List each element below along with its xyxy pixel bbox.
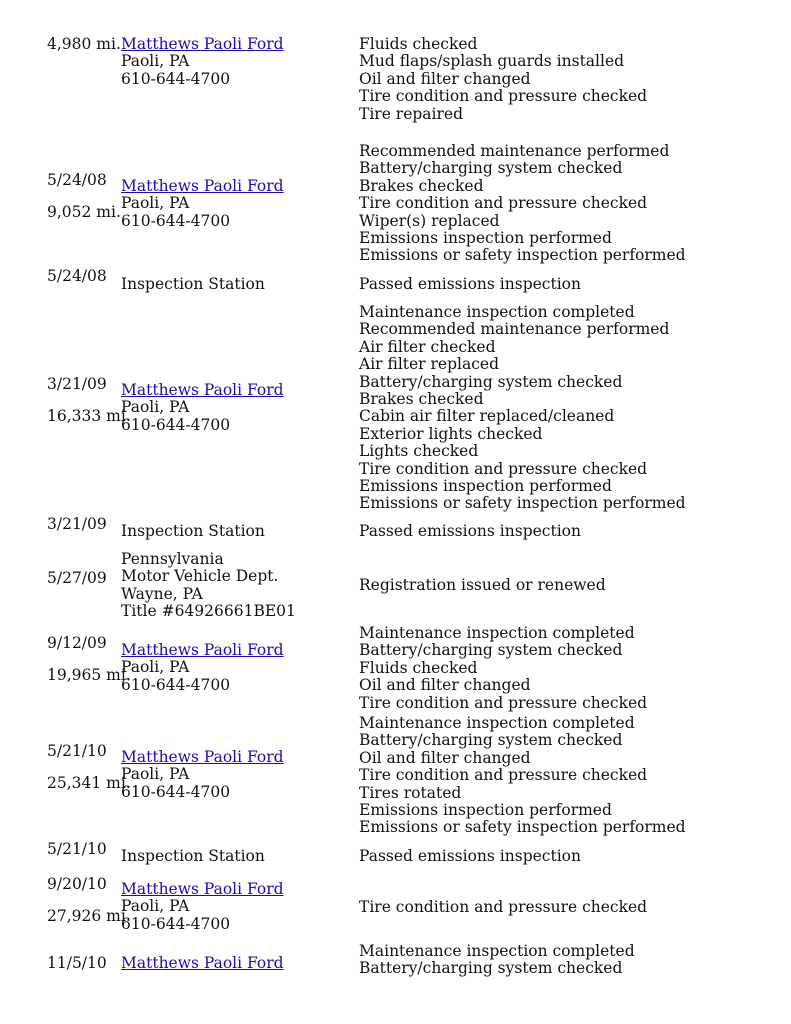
detail-item: Emissions or safety inspection performed — [359, 494, 686, 513]
dealer-link[interactable]: Matthews Paoli Ford — [121, 35, 284, 53]
detail-item: Tire condition and pressure checked — [359, 898, 648, 916]
detail-item: Battery/charging system checked — [359, 372, 623, 391]
record-mileage: 19,965 mi. — [47, 666, 131, 684]
detail-item: Recommended maintenance performed — [359, 320, 670, 339]
record-date: 3/21/09 — [47, 515, 107, 533]
service-source — [121, 382, 284, 434]
detail-item: Battery/charging system checked — [359, 959, 623, 978]
source-name: Pennsylvania — [121, 550, 224, 568]
detail-item: Wiper(s) replaced — [359, 211, 500, 230]
service-source — [121, 749, 284, 801]
record-mileage: 25,341 mi. — [47, 774, 131, 792]
source-phone: 610-644-4700 — [121, 415, 231, 434]
detail-item: Emissions inspection performed — [359, 477, 612, 496]
detail-item: Emissions inspection performed — [359, 229, 612, 248]
source-phone: 610-644-4700 — [121, 211, 231, 230]
source-location: Paoli, PA — [121, 398, 190, 417]
source-location: Paoli, PA — [121, 765, 190, 784]
record-date: 5/24/08 — [47, 171, 107, 189]
source-location: Paoli, PA — [121, 658, 190, 677]
record-mileage: 27,926 mi. — [47, 907, 131, 925]
detail-item: Fluids checked — [359, 658, 478, 677]
detail-item: Tire condition and pressure checked — [359, 766, 648, 785]
detail-item: Lights checked — [359, 442, 479, 461]
detail-item: Battery/charging system checked — [359, 159, 623, 178]
service-source — [121, 178, 284, 230]
service-details — [359, 36, 647, 123]
source-name: Inspection Station — [121, 847, 265, 865]
detail-item: Passed emissions inspection — [359, 522, 581, 540]
record-mileage: 9,052 mi. — [47, 203, 121, 221]
detail-item: Tire condition and pressure checked — [359, 194, 648, 213]
dealer-link[interactable]: Matthews Paoli Ford — [121, 748, 284, 766]
detail-item: Fluids checked — [359, 35, 478, 53]
record-date: 5/24/08 — [47, 267, 107, 285]
detail-item: Battery/charging system checked — [359, 731, 623, 750]
service-details — [359, 943, 635, 978]
detail-item: Brakes checked — [359, 176, 484, 195]
detail-item: Emissions inspection performed — [359, 801, 612, 820]
source-name: Motor Vehicle Dept. — [121, 567, 279, 586]
detail-item: Maintenance inspection completed — [359, 624, 635, 642]
dealer-link[interactable]: Matthews Paoli Ford — [121, 177, 284, 195]
source-location: Paoli, PA — [121, 52, 190, 71]
service-details — [359, 143, 686, 265]
source-location: Paoli, PA — [121, 194, 190, 213]
detail-item: Oil and filter changed — [359, 69, 531, 88]
service-source — [121, 955, 284, 972]
record-date: 5/21/10 — [47, 840, 107, 858]
detail-item: Tires rotated — [359, 783, 462, 802]
detail-item: Exterior lights checked — [359, 424, 543, 443]
source-name: Inspection Station — [121, 275, 265, 293]
service-details — [359, 715, 686, 837]
detail-item: Cabin air filter replaced/cleaned — [359, 407, 615, 426]
service-details — [359, 304, 686, 513]
detail-item: Tire condition and pressure checked — [359, 87, 648, 106]
detail-item: Mud flaps/splash guards installed — [359, 52, 625, 71]
service-details — [359, 625, 647, 712]
record-mileage: 16,333 mi. — [47, 407, 131, 425]
detail-item: Registration issued or renewed — [359, 576, 606, 594]
source-location: Paoli, PA — [121, 897, 190, 916]
detail-item: Maintenance inspection completed — [359, 303, 635, 321]
detail-item: Tire condition and pressure checked — [359, 459, 648, 478]
service-source — [121, 881, 284, 933]
detail-item: Oil and filter changed — [359, 676, 531, 695]
detail-item: Brakes checked — [359, 390, 484, 409]
detail-item: Tire repaired — [359, 104, 464, 123]
record-date: 3/21/09 — [47, 375, 107, 393]
detail-item: Recommended maintenance performed — [359, 142, 670, 160]
detail-item: Air filter checked — [359, 337, 496, 356]
dealer-link[interactable]: Matthews Paoli Ford — [121, 880, 284, 898]
source-phone: 610-644-4700 — [121, 782, 231, 801]
source-location: Wayne, PA — [121, 584, 203, 603]
source-phone: 610-644-4700 — [121, 914, 231, 933]
detail-item: Passed emissions inspection — [359, 275, 581, 293]
detail-item: Emissions or safety inspection performed — [359, 818, 686, 837]
record-date: 11/5/10 — [47, 954, 107, 972]
title-number: Title #64926661BE01 — [121, 602, 296, 621]
detail-item: Battery/charging system checked — [359, 641, 623, 660]
detail-item: Tire condition and pressure checked — [359, 693, 648, 712]
dealer-link[interactable]: Matthews Paoli Ford — [121, 381, 284, 399]
detail-item: Passed emissions inspection — [359, 847, 581, 865]
service-source — [121, 642, 284, 694]
detail-item: Oil and filter changed — [359, 748, 531, 767]
detail-item: Maintenance inspection completed — [359, 714, 635, 732]
service-source — [121, 551, 296, 621]
record-date: 9/20/10 — [47, 875, 107, 893]
record-date: 9/12/09 — [47, 634, 107, 652]
service-source — [121, 36, 284, 88]
source-phone: 610-644-4700 — [121, 675, 231, 694]
source-phone: 610-644-4700 — [121, 69, 231, 88]
dealer-link[interactable]: Matthews Paoli Ford — [121, 641, 284, 659]
record-date: 5/27/09 — [47, 569, 107, 587]
detail-item: Air filter replaced — [359, 355, 499, 374]
detail-item: Emissions or safety inspection performed — [359, 246, 686, 265]
record-date: 5/21/10 — [47, 742, 107, 760]
detail-item: Maintenance inspection completed — [359, 942, 635, 960]
source-name: Inspection Station — [121, 522, 265, 540]
record-mileage: 4,980 mi. — [47, 35, 121, 53]
dealer-link[interactable]: Matthews Paoli Ford — [121, 954, 284, 972]
